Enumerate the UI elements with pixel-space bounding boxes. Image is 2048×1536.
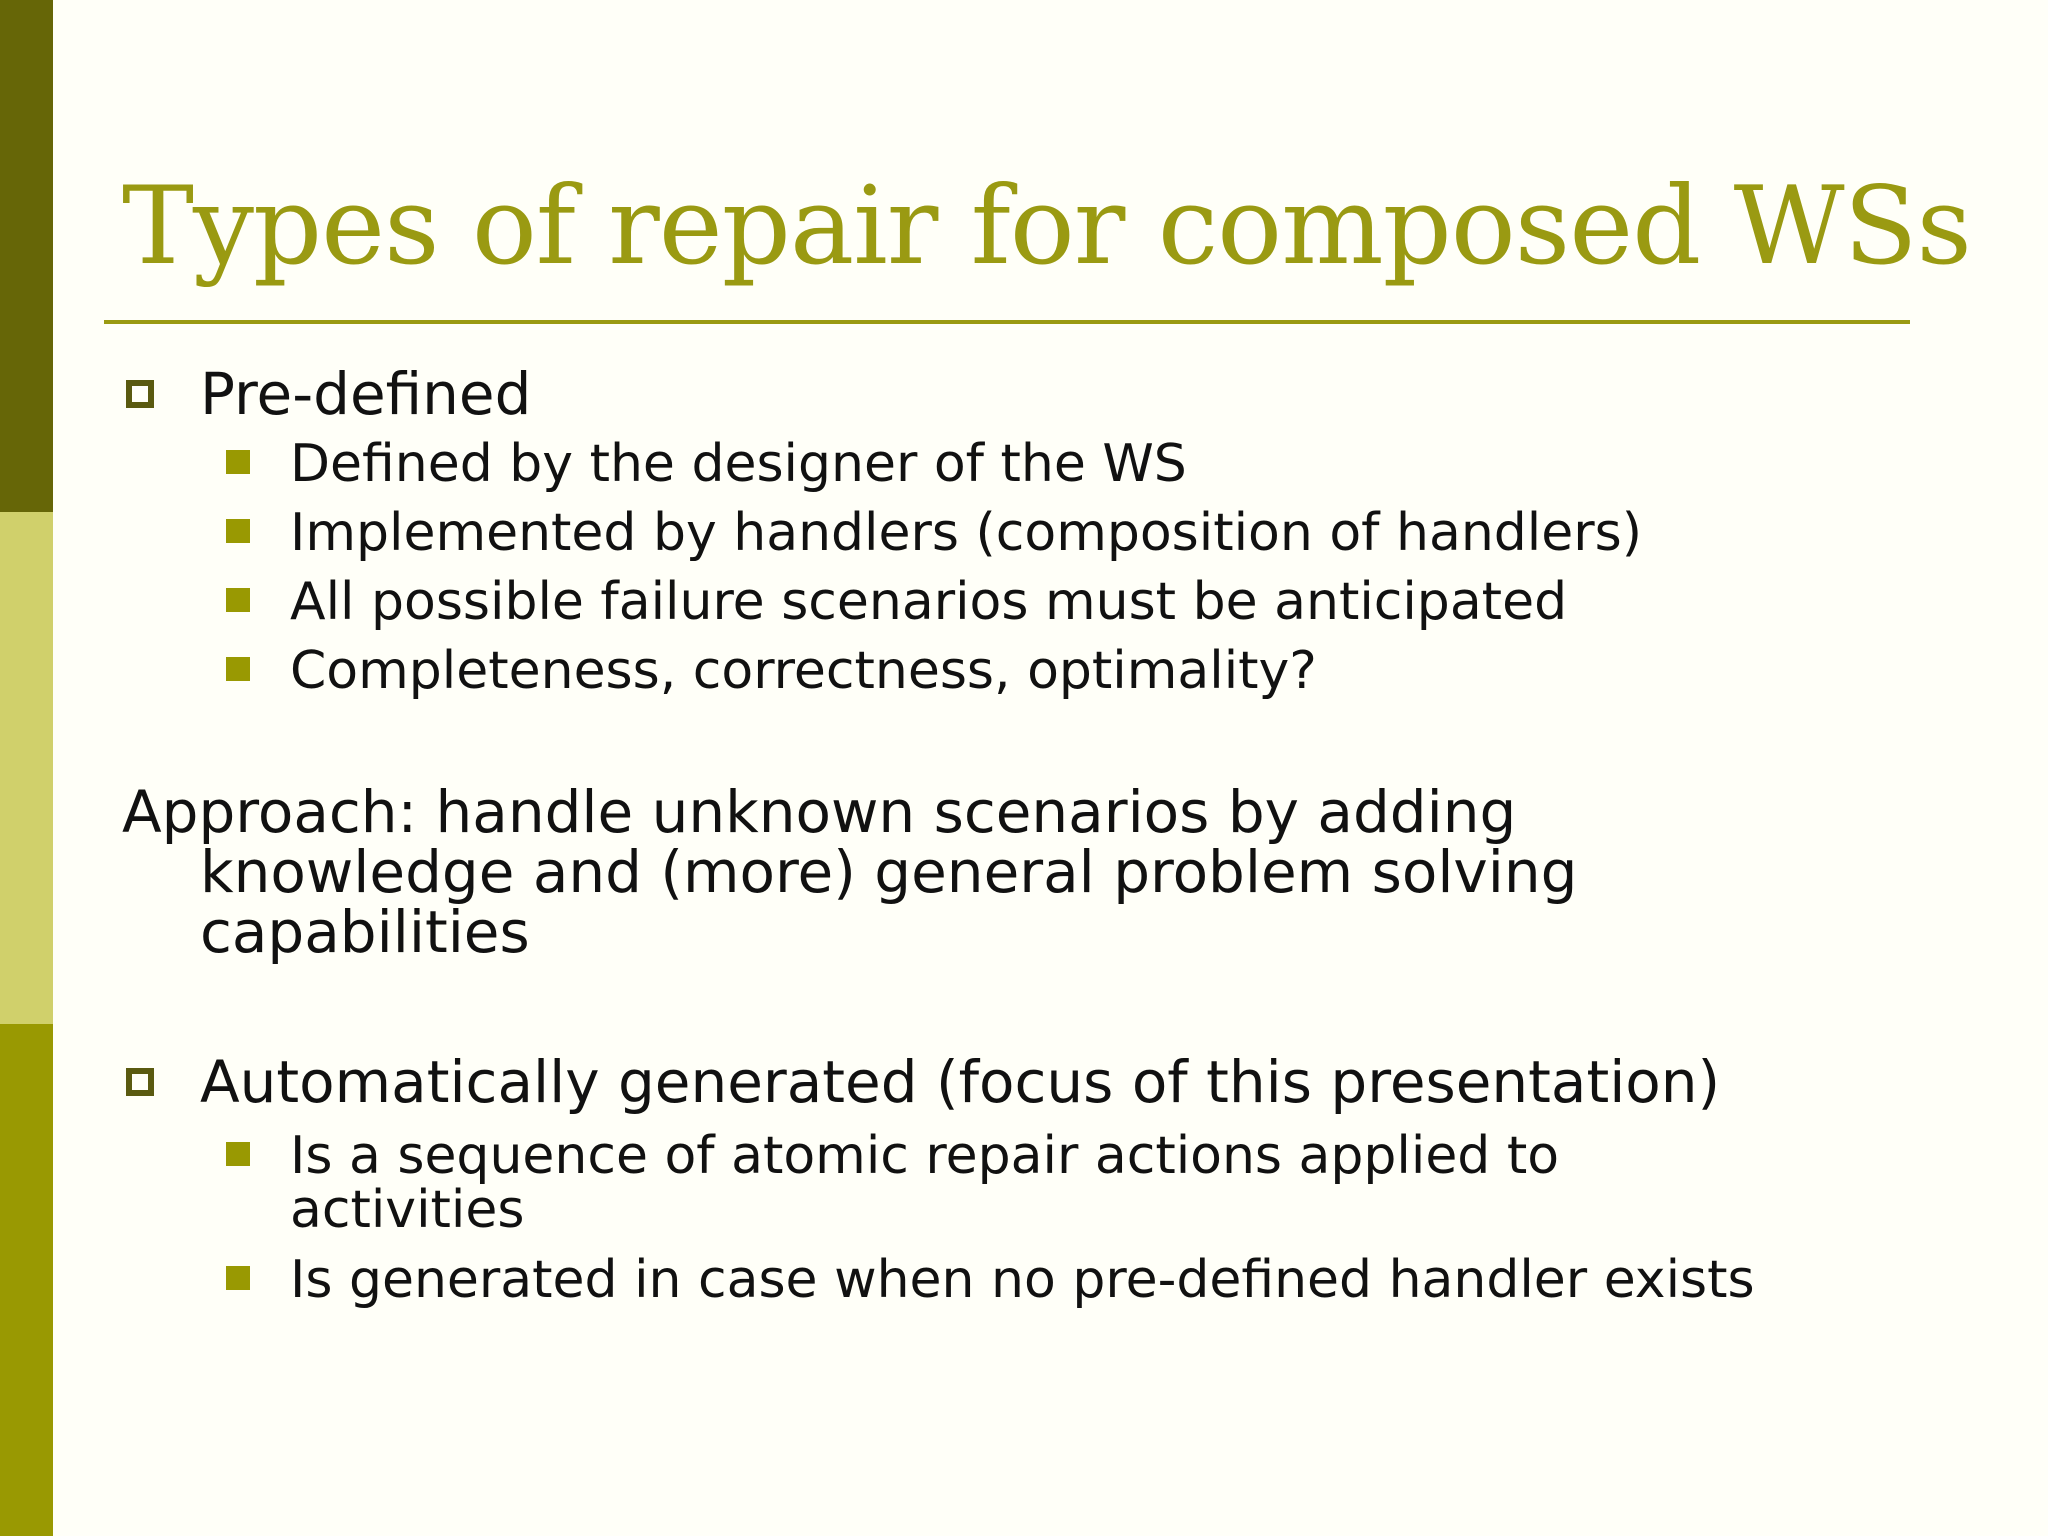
bullet-automatic-label: Automatically generated (focus of this presentation) (200, 1048, 1721, 1116)
sidebar-band-middle (0, 512, 53, 1024)
filled-square-icon (226, 588, 254, 616)
filled-square-icon (226, 1142, 254, 1170)
sub-bullet-label: Completeness, correctness, optimality? (290, 641, 1317, 701)
approach-line-3: capabilities (200, 898, 530, 966)
sub-bullet-label: Implemented by handlers (composition of handlers) (290, 503, 1642, 563)
sub-bullet-continuation: activities (290, 1180, 525, 1240)
bullet-predefined-label: Pre-defined (200, 360, 532, 428)
sidebar-accent (0, 0, 53, 1536)
sub-bullet-label: Is a sequence of atomic repair actions applied to (290, 1126, 1560, 1186)
sub-bullet-label: Defined by the designer of the WS (290, 434, 1187, 494)
sidebar-band-top (0, 0, 53, 512)
sidebar-band-bottom (0, 1024, 53, 1536)
approach-line-1: Approach: handle unknown scenarios by adding (122, 778, 1517, 846)
slide-title: Types of repair for composed WSs (122, 164, 1971, 289)
filled-square-icon (226, 1266, 254, 1294)
title-underline (104, 320, 1910, 324)
filled-square-icon (226, 519, 254, 547)
hollow-square-icon (126, 1068, 154, 1096)
sub-bullet-label: All possible failure scenarios must be anticipated (290, 572, 1568, 632)
hollow-square-icon (126, 380, 154, 408)
approach-line-2: knowledge and (more) general problem solving (200, 838, 1578, 906)
filled-square-icon (226, 657, 254, 685)
filled-square-icon (226, 450, 254, 478)
sub-bullet-label: Is generated in case when no pre-defined handler exists (290, 1250, 1755, 1310)
